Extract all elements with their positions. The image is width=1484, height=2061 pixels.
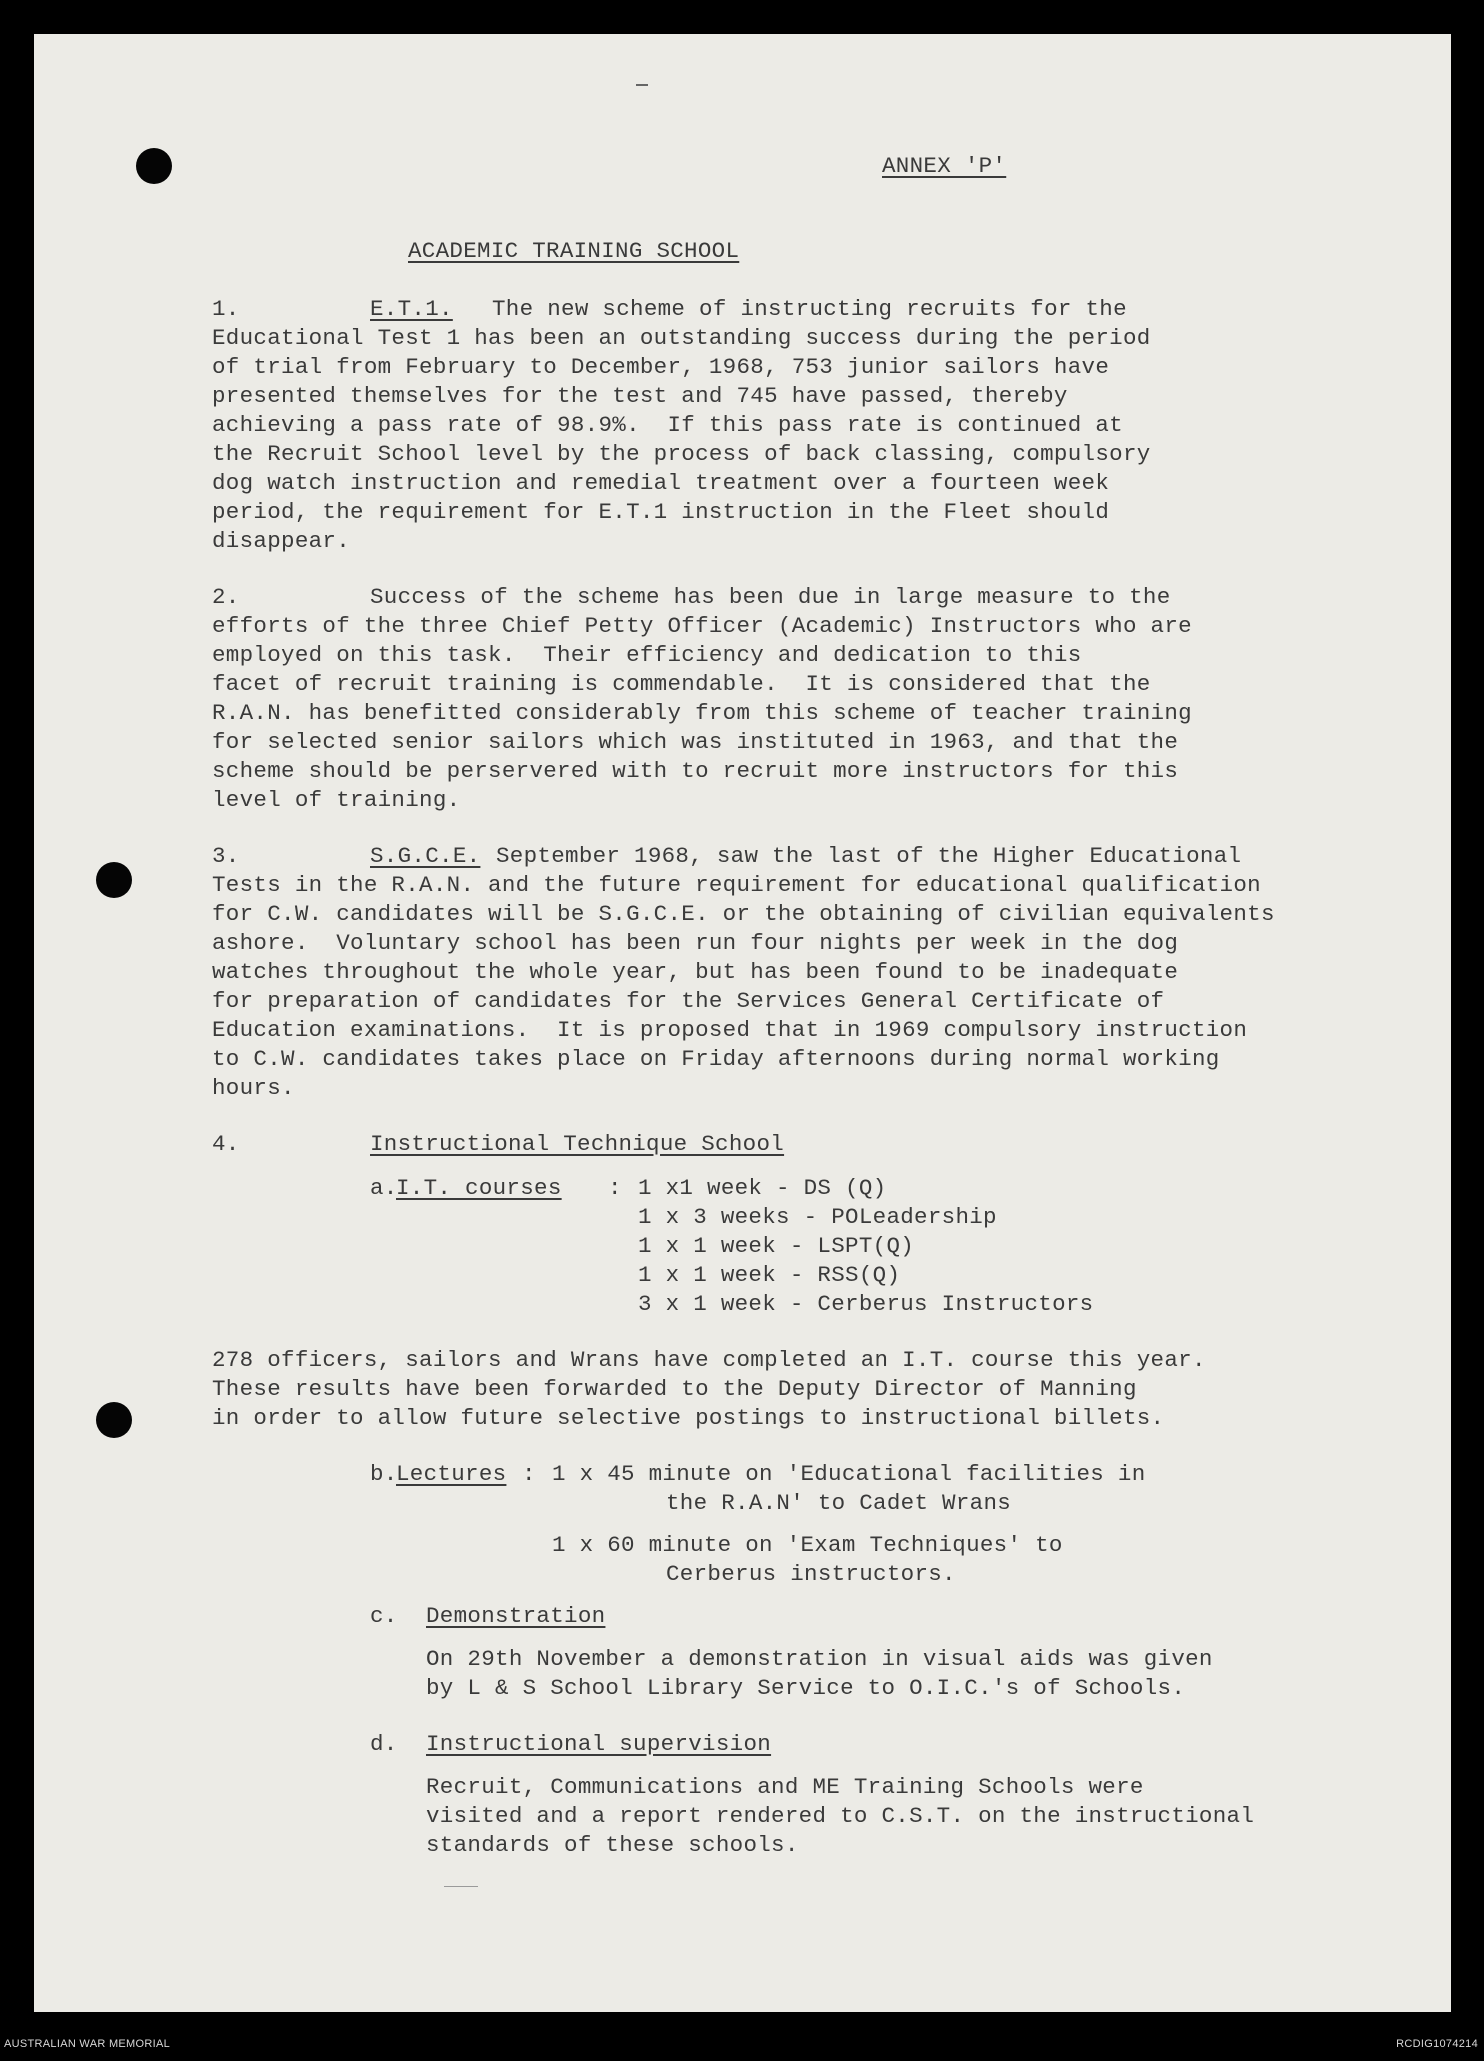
item-b-heading: Lectures — [396, 1461, 507, 1487]
para-1-number: 1. — [212, 296, 240, 322]
item-c-line: by L & S School Library Service to O.I.C.'s of Schools. — [426, 1675, 1186, 1701]
para-2-line: efforts of the three Chief Petty Officer (Academic) Instructors who are — [212, 613, 1192, 639]
item-a-separator: : — [608, 1175, 622, 1201]
document-page — [34, 34, 1451, 2012]
bottom-mark — [444, 1886, 478, 1887]
item-c-line: On 29th November a demonstration in visual aids was given — [426, 1646, 1213, 1672]
punch-hole-top — [136, 148, 172, 184]
item-c-label: c. — [370, 1603, 398, 1629]
para-1-line: the Recruit School level by the process of back classing, compulsory — [212, 441, 1151, 467]
para-2-line: facet of recruit training is commendable. It is considered that the — [212, 671, 1151, 697]
para-3-line: for preparation of candidates for the Services General Certificate of — [212, 988, 1165, 1014]
lecture-line: 1 x 45 minute on 'Educational facilities in — [552, 1461, 1146, 1487]
item-b-separator: : — [522, 1461, 536, 1487]
para-2-line: employed on this task. Their efficiency and dedication to this — [212, 642, 1082, 668]
top-mark — [636, 84, 648, 86]
para-3-line: Tests in the R.A.N. and the future requirement for educational qualification — [212, 872, 1261, 898]
annex-label: ANNEX 'P' — [882, 153, 1007, 179]
summary-line: These results have been forwarded to the Deputy Director of Manning — [212, 1376, 1137, 1402]
para-1-line: of trial from February to December, 1968, 753 junior sailors have — [212, 354, 1110, 380]
summary-line: in order to allow future selective postings to instructional billets. — [212, 1405, 1165, 1431]
course-item: 1 x1 week - DS (Q) — [638, 1175, 887, 1201]
para-1-line: Educational Test 1 has been an outstanding success during the period — [212, 325, 1151, 351]
item-d-heading: Instructional supervision — [426, 1731, 772, 1757]
footer-archive-name: AUSTRALIAN WAR MEMORIAL — [4, 2038, 171, 2050]
lecture-line: 1 x 60 minute on 'Exam Techniques' to — [552, 1532, 1063, 1558]
para-1-line: disappear. — [212, 528, 351, 554]
item-b-label: b. — [370, 1461, 398, 1487]
item-d-label: d. — [370, 1731, 398, 1757]
course-item: 1 x 1 week - RSS(Q) — [638, 1262, 901, 1288]
para-4-number: 4. — [212, 1131, 240, 1157]
para-4-heading: Instructional Technique School — [370, 1131, 785, 1157]
para-2-number: 2. — [212, 584, 240, 610]
para-2-line: for selected senior sailors which was instituted in 1963, and that the — [212, 729, 1179, 755]
lecture-line: the R.A.N' to Cadet Wrans — [666, 1490, 1012, 1516]
punch-hole-middle — [96, 862, 132, 898]
para-1-heading: E.T.1. — [370, 296, 453, 322]
item-d-line: visited and a report rendered to C.S.T. on the instructional — [426, 1803, 1255, 1829]
course-item: 1 x 1 week - LSPT(Q) — [638, 1233, 915, 1259]
para-3-number: 3. — [212, 843, 240, 869]
para-1-line: presented themselves for the test and 745 have passed, thereby — [212, 383, 1068, 409]
para-3-line: to C.W. candidates takes place on Friday afternoons during normal working — [212, 1046, 1220, 1072]
para-3-line: hours. — [212, 1075, 295, 1101]
item-a-heading: I.T. courses — [396, 1175, 562, 1201]
para-3-line: Education examinations. It is proposed that in 1969 compulsory instruction — [212, 1017, 1248, 1043]
para-3-first-line: September 1968, saw the last of the Higher Educational — [496, 843, 1242, 869]
para-1-line: period, the requirement for E.T.1 instruction in the Fleet should — [212, 499, 1110, 525]
para-2-line: level of training. — [212, 787, 461, 813]
para-3-line: watches throughout the whole year, but has been found to be inadequate — [212, 959, 1179, 985]
course-item: 1 x 3 weeks - POLeadership — [638, 1204, 997, 1230]
item-c-heading: Demonstration — [426, 1603, 606, 1629]
page-title: ACADEMIC TRAINING SCHOOL — [408, 238, 740, 264]
para-3-heading: S.G.C.E. — [370, 843, 481, 869]
para-3-line: for C.W. candidates will be S.G.C.E. or the obtaining of civilian equivalents — [212, 901, 1275, 927]
para-2-line: scheme should be perservered with to recruit more instructors for this — [212, 758, 1179, 784]
para-1-line: dog watch instruction and remedial treatment over a fourteen week — [212, 470, 1110, 496]
item-d-line: standards of these schools. — [426, 1832, 799, 1858]
para-1-line: achieving a pass rate of 98.9%. If this pass rate is continued at — [212, 412, 1123, 438]
para-1-first-line: The new scheme of instructing recruits for the — [492, 296, 1127, 322]
punch-hole-bottom — [96, 1402, 132, 1438]
para-2-line: R.A.N. has benefitted considerably from this scheme of teacher training — [212, 700, 1192, 726]
footer-archive-id: RCDIG1074214 — [1396, 2038, 1478, 2050]
summary-line: 278 officers, sailors and Wrans have completed an I.T. course this year. — [212, 1347, 1206, 1373]
item-a-label: a. — [370, 1175, 398, 1201]
para-2-first-line: Success of the scheme has been due in large measure to the — [370, 584, 1171, 610]
para-3-line: ashore. Voluntary school has been run four nights per week in the dog — [212, 930, 1179, 956]
item-d-line: Recruit, Communications and ME Training Schools were — [426, 1774, 1144, 1800]
course-item: 3 x 1 week - Cerberus Instructors — [638, 1291, 1094, 1317]
lecture-line: Cerberus instructors. — [666, 1561, 956, 1587]
